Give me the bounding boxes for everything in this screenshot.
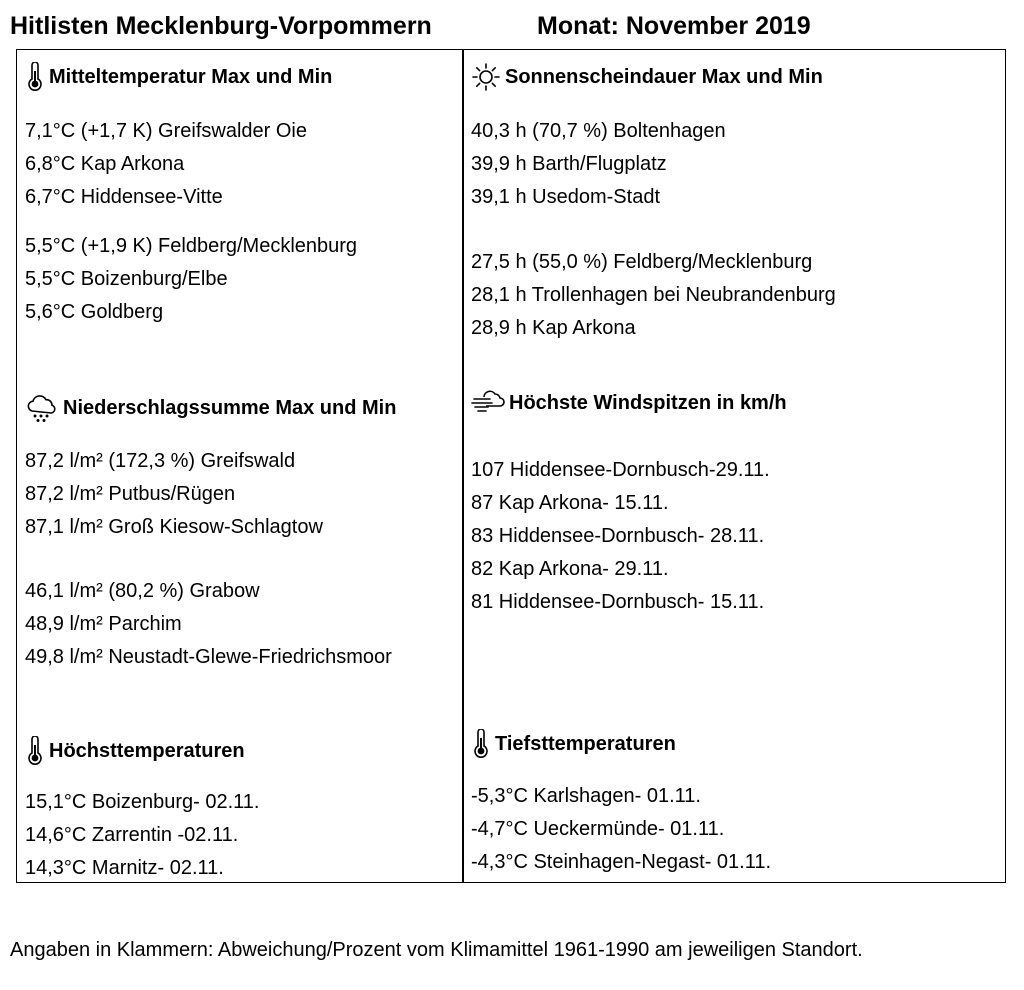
list-item: -5,3°C Karlshagen- 01.11. [471,785,701,807]
list-item: 5,6°C Goldberg [25,301,164,323]
thermometer-icon [471,729,491,759]
section-title-text: Tiefsttemperaturen [495,732,676,755]
page-title: Hitlisten Mecklenburg-Vorpommern [10,12,432,40]
list-item: 14,3°C Marnitz- 02.11. [25,857,224,879]
list-item: 87,2 l/m² Putbus/Rügen [25,483,236,505]
list-item: 82 Kap Arkona- 29.11. [471,558,669,580]
list-item: 15,1°C Boizenburg- 02.11. [25,791,260,813]
page-header [10,10,1010,46]
column-divider [462,50,464,882]
hitlisten-table [16,49,1006,883]
list-item: 5,5°C (+1,9 K) Feldberg/Mecklenburg [25,235,358,257]
thermometer-icon [25,62,45,92]
list-item: 87 Kap Arkona- 15.11. [471,492,669,514]
list-item: 40,3 h (70,7 %) Boltenhagen [471,120,726,142]
list-item: 48,9 l/m² Parchim [25,613,182,635]
list-item: 27,5 h (55,0 %) Feldberg/Mecklenburg [471,251,813,273]
list-item: -4,3°C Steinhagen-Negast- 01.11. [471,851,772,873]
list-item: 5,5°C Boizenburg/Elbe [25,268,228,290]
list-item: 28,1 h Trollenhagen bei Neubrandenburg [471,284,836,306]
list-item: 107 Hiddensee-Dornbusch-29.11. [471,459,770,481]
section-title-text: Sonnenscheindauer Max und Min [505,65,823,88]
list-item: 83 Hiddensee-Dornbusch- 28.11. [471,525,765,547]
section-title-niederschlag [25,393,396,423]
rain-cloud-icon [25,393,59,423]
wind-icon [471,390,505,416]
section-title-text: Höchsttemperaturen [49,739,245,762]
section-title-tiefsttemperaturen [471,729,676,759]
list-item: 6,7°C Hiddensee-Vitte [25,186,223,208]
list-item: 28,9 h Kap Arkona [471,317,636,339]
sun-icon [471,62,501,92]
section-title-text: Niederschlagssumme Max und Min [63,396,397,419]
list-item: 7,1°C (+1,7 K) Greifswalder Oie [25,120,307,142]
thermometer-icon [25,736,45,766]
list-item: 81 Hiddensee-Dornbusch- 15.11. [471,591,765,613]
list-item: 87,2 l/m² (172,3 %) Greifswald [25,450,296,472]
list-item: 46,1 l/m² (80,2 %) Grabow [25,580,260,602]
section-title-hoechsttemperaturen [25,736,245,766]
list-item: 14,6°C Zarrentin -02.11. [25,824,239,846]
section-title-text: Höchste Windspitzen in km/h [509,391,787,414]
list-item: 39,1 h Usedom-Stadt [471,186,660,208]
list-item: 49,8 l/m² Neustadt-Glewe-Friedrichsmoor [25,646,392,668]
month-label: Monat: November 2019 [537,12,811,40]
section-title-sonnenschein [471,62,823,92]
list-item: 87,1 l/m² Groß Kiesow-Schlagtow [25,516,323,538]
list-item: -4,7°C Ueckermünde- 01.11. [471,818,725,840]
section-title-wind [471,390,787,416]
footer-note: Angaben in Klammern: Abweichung/Prozent vom Klimamittel 1961-1990 am jeweiligen Standort. [10,939,863,961]
section-title-mitteltemperatur [25,62,332,92]
section-title-text: Mitteltemperatur Max und Min [49,65,333,88]
list-item: 6,8°C Kap Arkona [25,153,185,175]
list-item: 39,9 h Barth/Flugplatz [471,153,667,175]
